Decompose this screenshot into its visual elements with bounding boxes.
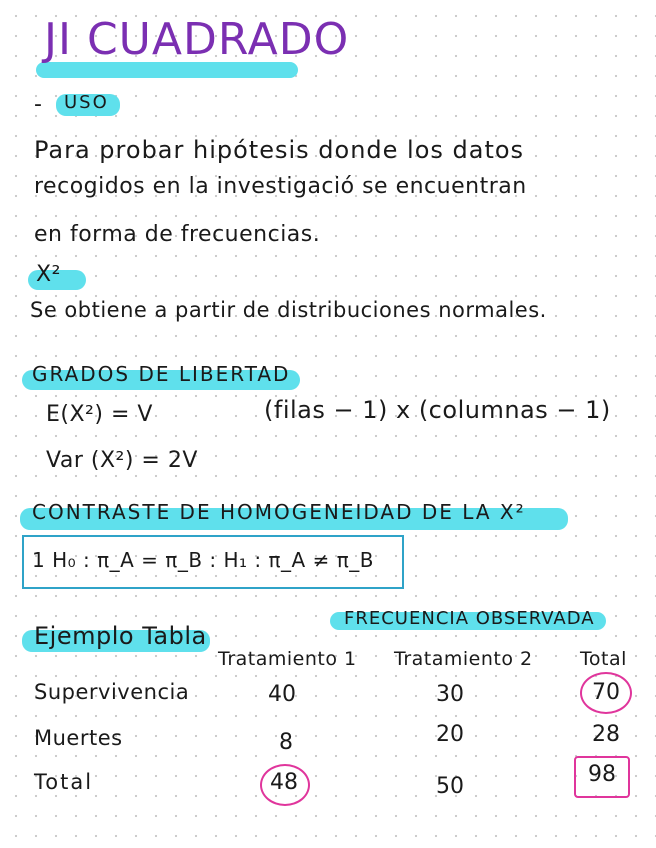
cell-supervivencia-total: 70: [592, 680, 620, 705]
uso-line-1: Para probar hipótesis donde los datos: [34, 136, 525, 164]
cell-total-t2: 50: [436, 774, 464, 799]
cell-supervivencia-t1: 40: [268, 682, 296, 707]
chi-symbol: X²: [36, 262, 61, 287]
row-label-supervivencia: Supervivencia: [34, 680, 190, 704]
cell-muertes-t2: 20: [436, 722, 464, 747]
col-header-tratamiento-1: Tratamiento 1: [218, 648, 357, 670]
uso-line-3: en forma de frecuencias.: [34, 222, 321, 247]
col-header-total: Total: [580, 648, 627, 670]
cell-total-total: 98: [588, 762, 616, 787]
cell-muertes-t1: 8: [279, 730, 293, 755]
grados-heading: GRADOS DE LIBERTAD: [32, 362, 291, 386]
cell-supervivencia-t2: 30: [436, 682, 464, 707]
chi-text: Se obtiene a partir de distribuciones normales.: [30, 298, 547, 322]
frecuencia-heading: FRECUENCIA OBSERVADA: [344, 608, 595, 629]
tabla-heading: Ejemplo Tabla: [34, 622, 207, 650]
grados-expectation: E(X²) = V: [46, 402, 153, 427]
col-header-tratamiento-2: Tratamiento 2: [394, 648, 533, 670]
grados-variance: Var (X²) = 2V: [46, 448, 198, 473]
row-label-muertes: Muertes: [34, 726, 123, 750]
uso-line-2: recogidos en la investigació se encuentran: [34, 174, 527, 199]
contraste-heading: CONTRASTE DE HOMOGENEIDAD DE LA X²: [32, 500, 526, 524]
grados-formula: (filas − 1) x (columnas − 1): [264, 396, 611, 424]
cell-muertes-total: 28: [592, 722, 620, 747]
uso-dash: -: [34, 92, 43, 117]
uso-label: USO: [64, 92, 109, 113]
cell-total-t1: 48: [270, 770, 298, 795]
hypothesis-text: 1 H₀ : π_A = π_B : H₁ : π_A ≠ π_B: [32, 548, 374, 572]
row-label-total: Total: [34, 770, 94, 794]
page-title: JI CUADRADO: [44, 14, 350, 65]
